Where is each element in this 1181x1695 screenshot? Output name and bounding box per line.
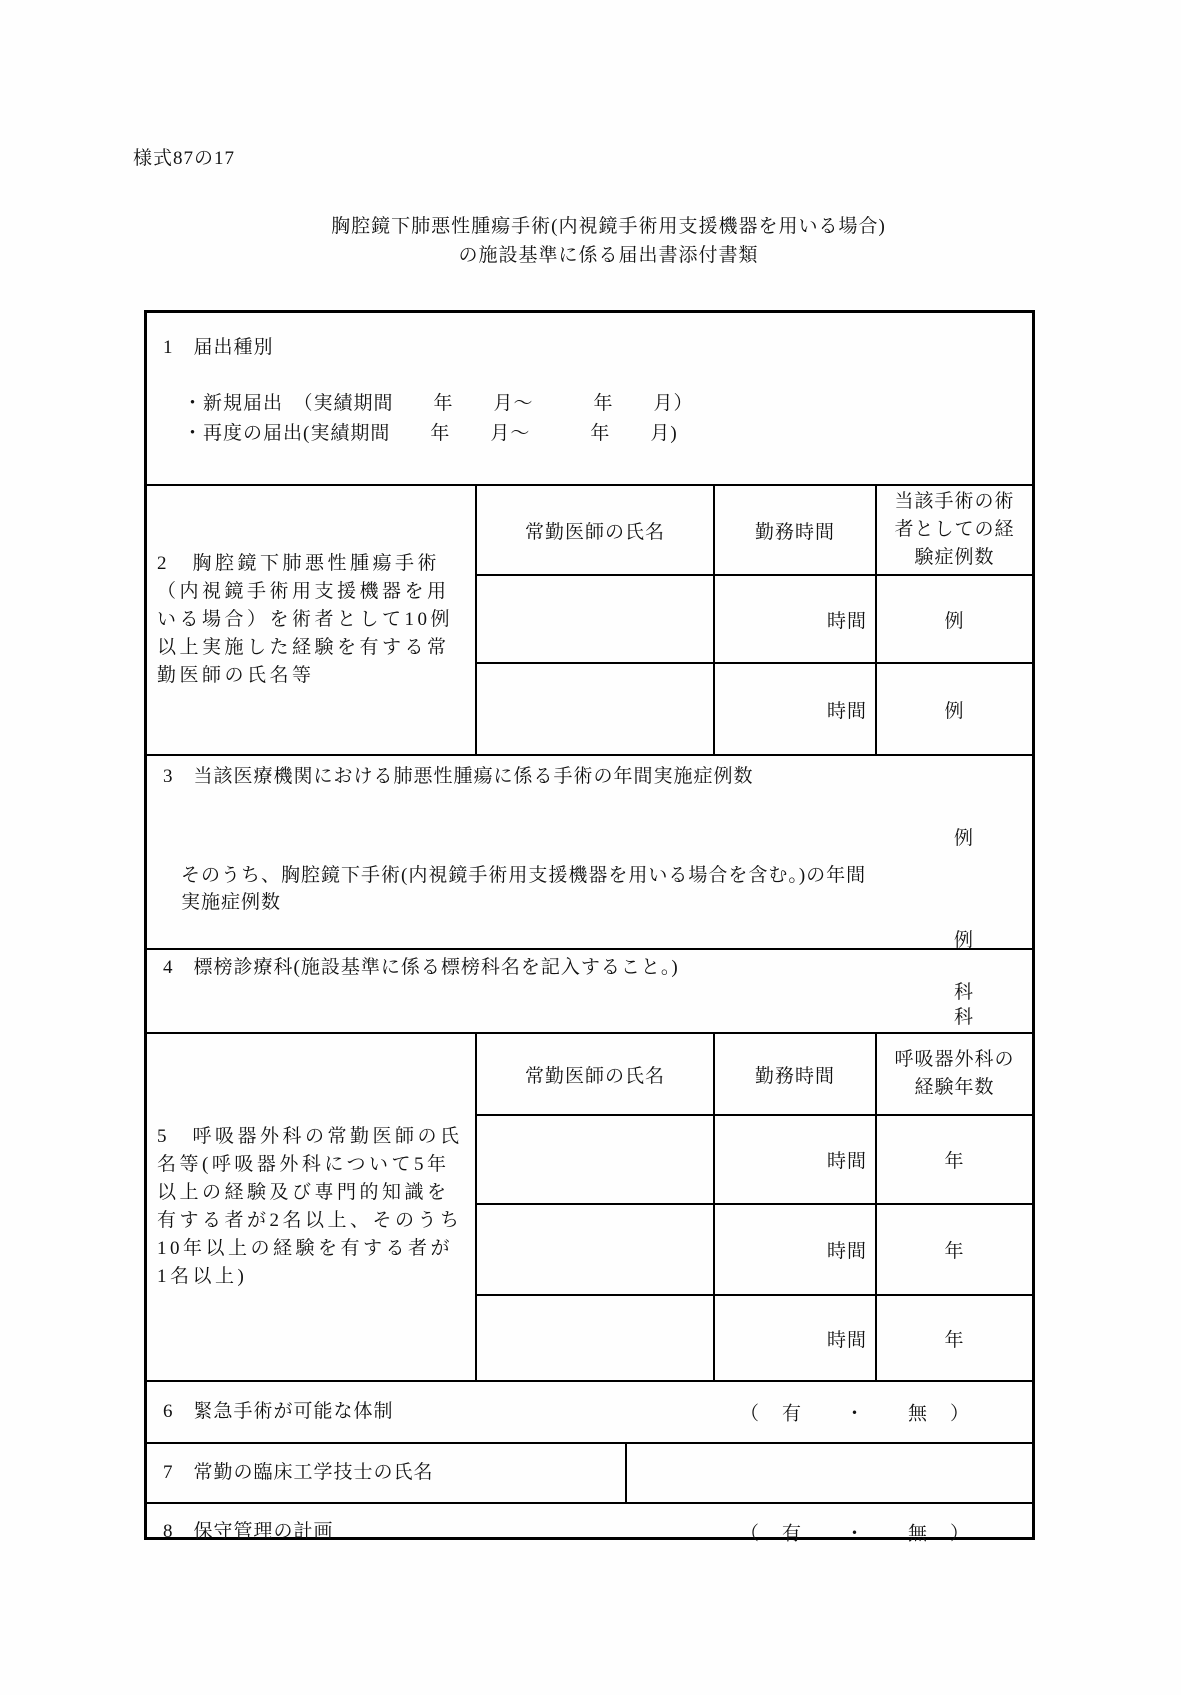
section-5-row3-name-field — [475, 1294, 713, 1380]
section-2-surgeon-experience-table — [147, 484, 1032, 754]
section-5-col-header-experience-line: 呼吸器外科の — [894, 1049, 1015, 1070]
section-2-label — [147, 486, 475, 754]
section-7-heading: 7 常勤の臨床工学技士の氏名 — [163, 1462, 434, 1483]
notification-table — [144, 310, 1035, 1544]
section-5-col-header-doctor-name: 常勤医師の氏名 — [475, 1034, 713, 1114]
section-1-heading: 1 届出種別 — [163, 337, 274, 358]
form-title-line1: 胸腔鏡下肺悪性腫瘍手術(内視鏡手術用支援機器を用いる場合) — [331, 216, 886, 237]
section-2-label-line: 2 胸腔鏡下肺悪性腫瘍手術 — [157, 553, 441, 574]
section-2-col-header-experience-line: 当該手術の術 — [894, 491, 1015, 512]
section-5-row1-name-field — [475, 1114, 713, 1203]
section-8-yes-no-choice: （ 有 ・ 無 ） — [740, 1523, 972, 1544]
section-5-col-header-experience-line: 経験年数 — [914, 1077, 995, 1098]
section-2-label-line: いる場合）を術者として10例 — [157, 609, 454, 630]
section-5-row3-years-unit: 年 — [875, 1294, 1032, 1380]
section-3-subline: 実施症例数 — [181, 892, 282, 913]
section-3-annual-cases — [147, 754, 1032, 951]
section-2-row1-name-field — [475, 574, 713, 662]
section-2-label-line: （内視鏡手術用支援機器を用 — [157, 581, 450, 602]
section-5-label-line: 10年以上の経験を有する者が — [157, 1238, 454, 1259]
section-2-col-header-experience-cases — [875, 486, 1032, 574]
section-5-row3-hours-unit: 時間 — [713, 1294, 875, 1380]
section-6-yes-no-choice: （ 有 ・ 無 ） — [740, 1403, 972, 1425]
section-5-row1-hours-unit: 時間 — [713, 1114, 875, 1203]
section-5-label-line: 以上の経験及び専門的知識を — [157, 1182, 450, 1203]
form-code: 様式87の17 — [133, 148, 236, 169]
section-2-label-line: 勤医師の氏名等 — [157, 665, 315, 686]
section-3-cases-unit-1: 例 — [953, 828, 974, 849]
section-2-label-line: 以上実施した経験を有する常 — [157, 637, 450, 658]
section-5-respiratory-surgeons-table — [147, 1032, 1032, 1380]
section-8-heading: 8 保守管理の計画 — [163, 1520, 334, 1542]
section-2-col-header-experience-line: 者としての経 — [894, 519, 1015, 540]
section-7-name-field — [627, 1444, 1032, 1502]
section-5-col-header-working-hours: 勤務時間 — [713, 1034, 875, 1114]
section-3-subline: そのうち、胸腔鏡下手術(内視鏡手術用支援機器を用いる場合を含む。)の年間 — [181, 865, 867, 886]
section-5-row2-name-field — [475, 1203, 713, 1294]
section-3-cases-unit-2: 例 — [953, 930, 974, 951]
section-2-col-header-doctor-name: 常勤医師の氏名 — [475, 486, 713, 574]
section-5-label-line: 有する者が2名以上、そのうち — [157, 1210, 463, 1231]
option-new-notification: ・新規届出 （実績期間 年 月～ 年 月） — [183, 393, 694, 414]
section-5-label-line: 5 呼吸器外科の常勤医師の氏 — [157, 1126, 463, 1147]
section-2-col-header-experience-line: 験症例数 — [914, 547, 995, 568]
section-5-row2-hours-unit: 時間 — [713, 1203, 875, 1294]
section-2-col-header-working-hours: 勤務時間 — [713, 486, 875, 574]
section-4-department-unit-1: 科 — [953, 982, 974, 1003]
section-1-notification-type — [147, 335, 1032, 484]
section-2-row2-name-field — [475, 662, 713, 754]
section-2-row2-cases-unit: 例 — [875, 662, 1032, 754]
section-8-maintenance-plan — [147, 1502, 1032, 1559]
form-title-line2: の施設基準に係る届出書添付書類 — [458, 245, 759, 266]
section-4-listed-departments — [147, 948, 1032, 1032]
section-5-col-header-experience-years — [875, 1034, 1032, 1114]
section-5-row1-years-unit: 年 — [875, 1114, 1032, 1203]
form-title — [0, 212, 1181, 270]
section-7-clinical-engineer — [147, 1442, 1032, 1502]
section-5-row2-years-unit: 年 — [875, 1203, 1032, 1294]
section-4-heading: 4 標榜診療科(施設基準に係る標榜科名を記入すること。) — [163, 957, 679, 978]
section-5-label — [147, 1034, 475, 1380]
option-renotification: ・再度の届出(実績期間 年 月～ 年 月) — [183, 423, 678, 444]
section-6-emergency-surgery — [147, 1380, 1032, 1442]
section-6-heading: 6 緊急手術が可能な体制 — [163, 1401, 394, 1422]
section-3-heading: 3 当該医療機関における肺悪性腫瘍に係る手術の年間実施症例数 — [163, 766, 754, 787]
section-5-label-line: 1名以上) — [157, 1266, 248, 1287]
section-4-department-unit-2: 科 — [953, 1007, 974, 1028]
section-2-row1-cases-unit: 例 — [875, 574, 1032, 662]
section-2-row2-hours-unit: 時間 — [713, 662, 875, 754]
section-5-label-line: 名等(呼吸器外科について5年 — [157, 1154, 450, 1175]
section-2-row1-hours-unit: 時間 — [713, 574, 875, 662]
